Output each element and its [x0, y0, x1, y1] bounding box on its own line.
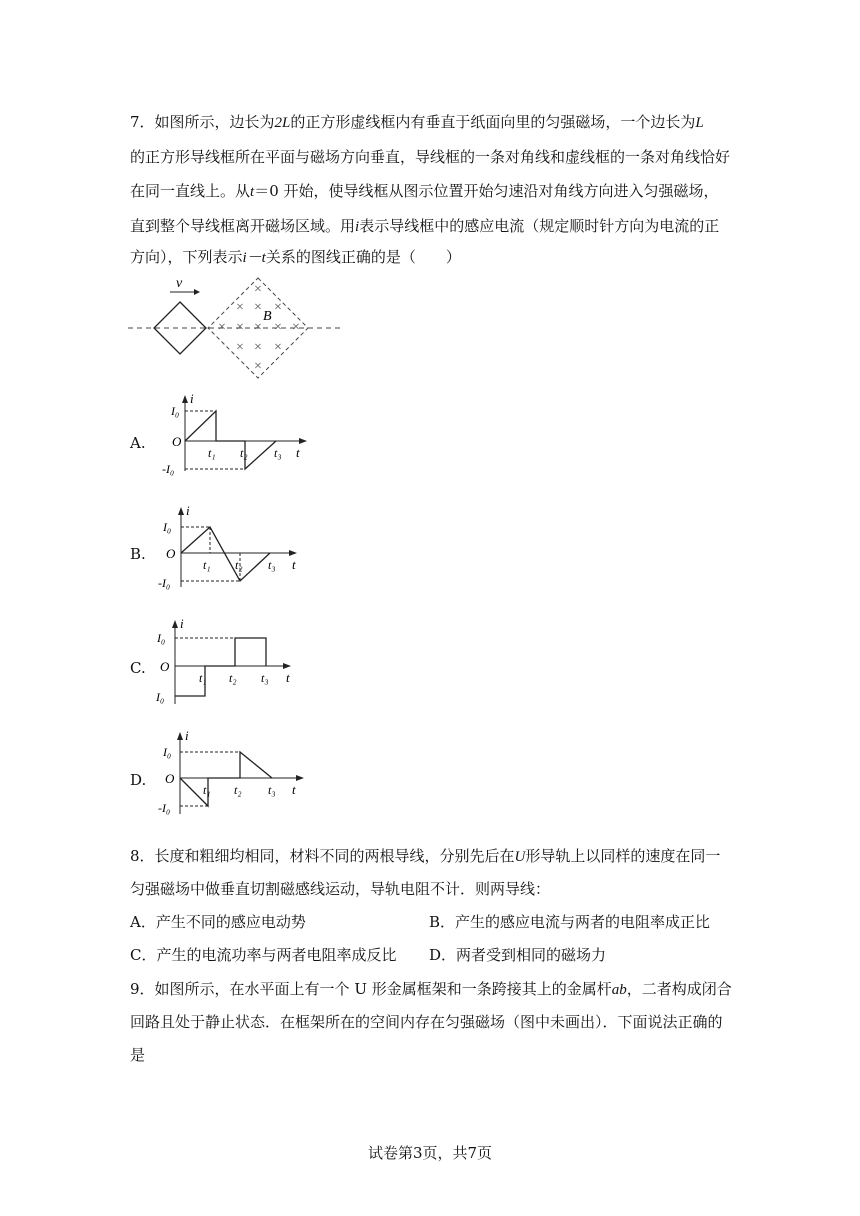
- q7-line-5: 方向），下列表示i－t关系的图线正确的是（ ）: [130, 248, 461, 266]
- svg-text:I₀: I₀: [157, 631, 166, 645]
- option-c-graph: [155, 616, 305, 706]
- svg-text:t₂: t₂: [235, 558, 243, 572]
- option-c-curve: [175, 638, 266, 696]
- svg-text:-I₀: -I₀: [162, 462, 175, 476]
- q7-line-1: 7．如图所示，边长为2L的正方形虚线框内有垂直于纸面向里的匀强磁场，一个边长为L: [130, 113, 704, 131]
- q8-option-d[interactable]: D．两者受到相同的磁场力: [429, 946, 607, 964]
- svg-text:t: t: [296, 445, 300, 460]
- q9-line-3: 是: [130, 1046, 146, 1064]
- svg-text:×: ×: [236, 340, 244, 355]
- svg-text:×: ×: [292, 320, 300, 335]
- option-a-graph: [158, 391, 308, 476]
- svg-text:t₂: t₂: [234, 783, 242, 797]
- option-d-label: D.: [130, 771, 147, 789]
- svg-text:i: i: [180, 616, 184, 631]
- svg-text:t₃: t₃: [268, 558, 276, 572]
- svg-text:t₁: t₁: [203, 783, 211, 797]
- svg-text:×: ×: [254, 359, 262, 374]
- svg-text:-I₀: -I₀: [158, 576, 171, 590]
- q8-option-c[interactable]: C．产生的电流功率与两者电阻率成反比: [130, 946, 397, 964]
- q7-line-3: 在同一直线上。从t＝0 开始，使导线框从图示位置开始匀速沿对角线方向进入匀强磁场，: [130, 182, 719, 200]
- option-b-graph: [158, 503, 308, 591]
- svg-text:×: ×: [274, 300, 282, 315]
- option-a-label: A.: [130, 434, 146, 452]
- option-b-label: B.: [130, 545, 146, 563]
- svg-text:×: ×: [274, 340, 282, 355]
- page-footer: 试卷第3页，共7页: [367, 1144, 493, 1162]
- svg-text:-I₀: -I₀: [158, 801, 171, 815]
- option-d-graph: [158, 728, 308, 816]
- option-c-label: C.: [130, 659, 146, 677]
- svg-text:t₁: t₁: [199, 671, 207, 685]
- svg-text:×: ×: [218, 320, 226, 335]
- svg-text:t: t: [286, 670, 290, 685]
- q8-option-b[interactable]: B．产生的感应电流与两者的电阻率成正比: [429, 913, 711, 931]
- svg-text:t: t: [292, 557, 296, 572]
- wire-loop: [154, 302, 206, 354]
- svg-text:i: i: [190, 391, 194, 406]
- svg-text:×: ×: [236, 300, 244, 315]
- q9-line-1: 9．如图所示，在水平面上有一个 U 形金属框架和一条跨接其上的金属杆ab，二者构成闭合: [130, 980, 732, 998]
- svg-text:×: ×: [274, 320, 282, 335]
- q7-line-4: 直到整个导线框离开磁场区域。用i表示导线框中的感应电流（规定顺时针方向为电流的正: [130, 217, 720, 235]
- svg-text:t₃: t₃: [268, 783, 276, 797]
- velocity-label: v: [176, 276, 183, 291]
- q7-figure: [128, 278, 348, 384]
- svg-text:I₀: I₀: [163, 520, 172, 534]
- svg-text:t₃: t₃: [274, 446, 282, 460]
- svg-text:O: O: [165, 771, 175, 786]
- svg-text:t₂: t₂: [229, 671, 237, 685]
- svg-text:i: i: [185, 728, 189, 743]
- svg-text:I₀: I₀: [163, 745, 172, 759]
- svg-text:×: ×: [236, 320, 244, 335]
- q8-option-a[interactable]: A．产生不同的感应电动势: [130, 913, 306, 931]
- field-label: B: [263, 309, 272, 324]
- svg-text:t₃: t₃: [261, 671, 269, 685]
- q7-line-2: 的正方形导线框所在平面与磁场方向垂直，导线框的一条对角线和虚线框的一条对角线恰好: [130, 148, 731, 166]
- svg-text:O: O: [160, 659, 170, 674]
- svg-text:I₀: I₀: [156, 690, 165, 704]
- option-d-curve: [180, 752, 272, 806]
- svg-text:O: O: [172, 434, 182, 449]
- option-b-curve: [181, 527, 270, 581]
- svg-text:×: ×: [254, 320, 262, 335]
- svg-text:I₀: I₀: [171, 404, 180, 418]
- svg-text:t: t: [292, 782, 296, 797]
- svg-text:t₁: t₁: [203, 558, 211, 572]
- svg-text:t₂: t₂: [240, 446, 248, 460]
- svg-text:i: i: [186, 503, 190, 518]
- svg-text:×: ×: [254, 340, 262, 355]
- svg-text:×: ×: [254, 282, 262, 297]
- svg-text:O: O: [166, 546, 176, 561]
- q8-line-1: 8．长度和粗细均相同，材料不同的两根导线，分别先后在U形导轨上以同样的速度在同一: [130, 847, 721, 865]
- q8-line-2: 匀强磁场中做垂直切割磁感线运动，导轨电阻不计．则两导线：: [130, 880, 551, 898]
- option-a-curve: [185, 411, 276, 469]
- svg-text:t₁: t₁: [208, 446, 216, 460]
- q9-line-2: 回路且处于静止状态．在框架所在的空间内存在匀强磁场（图中未画出）．下面说法正确的: [130, 1013, 723, 1031]
- svg-text:×: ×: [254, 300, 262, 315]
